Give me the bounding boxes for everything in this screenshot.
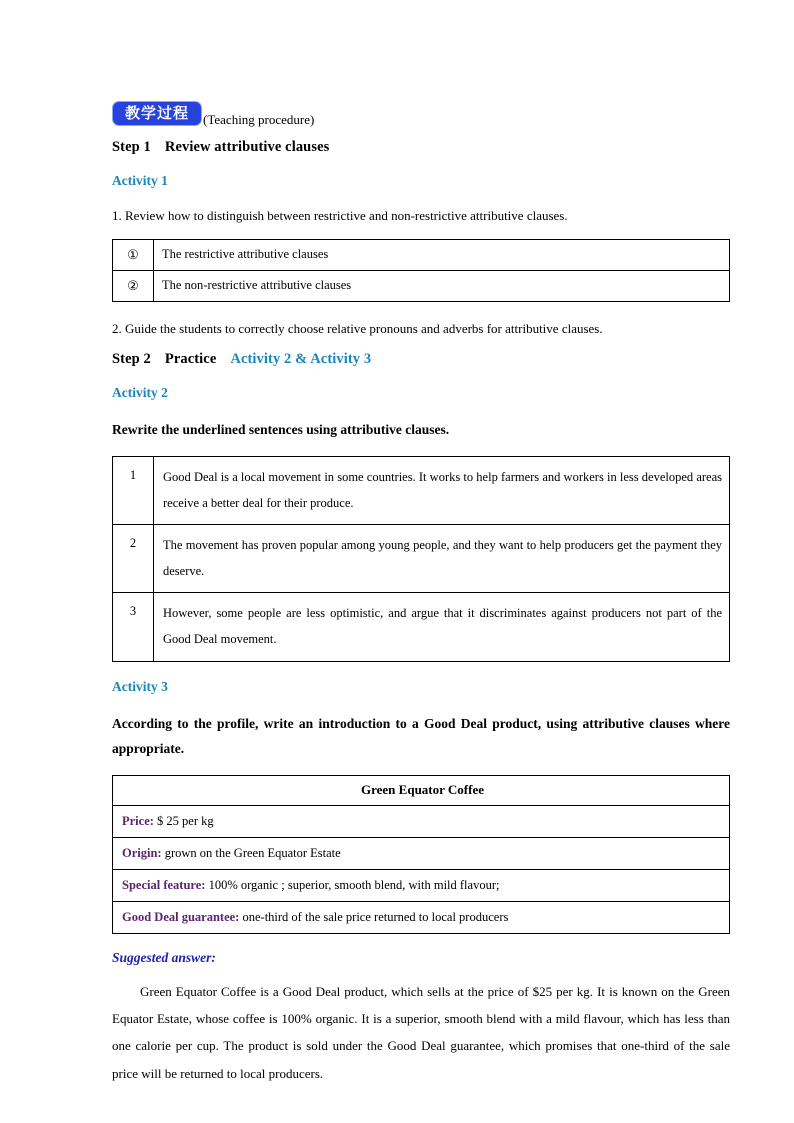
step2-title: Practice: [164, 351, 217, 367]
profile-row-origin: [113, 837, 730, 869]
profile-label: Origin:: [122, 845, 162, 860]
product-profile-table: [112, 775, 730, 934]
profile-value: $ 25 per kg: [157, 813, 214, 828]
profile-value: one-third of the sale price returned to local producers: [242, 909, 509, 924]
table-row: [113, 239, 730, 270]
table-row: [113, 805, 730, 837]
profile-row-special-feature: [113, 869, 730, 901]
table-row: [113, 270, 730, 301]
table-row: [113, 525, 730, 593]
teaching-procedure-badge: 教学过程: [112, 101, 202, 126]
row-number: 2: [113, 525, 154, 593]
profile-value: grown on the Green Equator Estate: [164, 845, 341, 860]
teaching-procedure-header: [112, 96, 730, 126]
table-row: [113, 456, 730, 524]
step2-accent: Activity 2 & Activity 3: [230, 351, 372, 367]
suggested-answer-text: Green Equator Coffee is a Good Deal product, which sells at the price of $25 per kg. It is known on the Green Equator Estate, whose coffee is 100% organic. It is a superior, smooth blend with a mild flavour, which has less than one calorie per cup. The product is sold under the Good Deal guarantee, which promises that one-third of the sale price will be returned to local producers.: [112, 983, 730, 1081]
profile-value: 100% organic ; superior, smooth blend, with mild flavour;: [208, 877, 500, 892]
row-text: The movement has proven popular among young people, and they want to help producers get the payment they deserve.: [154, 525, 730, 593]
teaching-procedure-note: (Teaching procedure): [203, 112, 315, 127]
step1-label: Step 1: [112, 139, 151, 155]
document-body: [112, 96, 730, 1087]
profile-label: Good Deal guarantee:: [122, 909, 240, 924]
row-text: However, some people are less optimistic, and argue that it discriminates against producers not part of the Good Deal movement.: [154, 593, 730, 661]
activity2-label: Activity 2: [112, 385, 168, 400]
step1-title: Review attributive clauses: [164, 139, 330, 155]
step1-instruction-2: 2. Guide the students to correctly choose relative pronouns and adverbs for attributive clauses.: [112, 320, 603, 336]
row-number: ①: [113, 239, 154, 270]
table-row: [113, 593, 730, 661]
step2-label: Step 2: [112, 351, 151, 367]
step2-heading: [112, 351, 730, 368]
profile-row-price: [113, 805, 730, 837]
activity2-instruction: Rewrite the underlined sentences using attributive clauses.: [112, 422, 450, 437]
table-row: [113, 775, 730, 805]
activity3-instruction: According to the profile, write an introduction to a Good Deal product, using attributive clauses where appropriate.: [112, 715, 730, 756]
table-row: [113, 869, 730, 901]
row-text: The restrictive attributive clauses: [154, 239, 730, 270]
row-number: ②: [113, 270, 154, 301]
row-number: 1: [113, 456, 154, 524]
profile-row-guarantee: [113, 901, 730, 933]
row-text: The non-restrictive attributive clauses: [154, 270, 730, 301]
table-row: [113, 901, 730, 933]
profile-label: Price:: [122, 813, 154, 828]
suggested-answer-label: Suggested answer:: [112, 949, 216, 965]
step1-heading: [112, 139, 730, 156]
row-number: 3: [113, 593, 154, 661]
step1-instruction-1: 1. Review how to distinguish between restrictive and non-restrictive attributive clauses.: [112, 208, 568, 223]
activity3-label: Activity 3: [112, 678, 168, 694]
profile-title: Green Equator Coffee: [113, 775, 730, 805]
table-row: [113, 837, 730, 869]
review-clauses-table: [112, 239, 730, 302]
profile-label: Special feature:: [122, 877, 206, 892]
row-text: Good Deal is a local movement in some countries. It works to help farmers and workers in less developed areas receive a better deal for their produce.: [154, 456, 730, 524]
rewrite-sentences-table: [112, 456, 730, 662]
activity1-label: Activity 1: [112, 173, 168, 188]
